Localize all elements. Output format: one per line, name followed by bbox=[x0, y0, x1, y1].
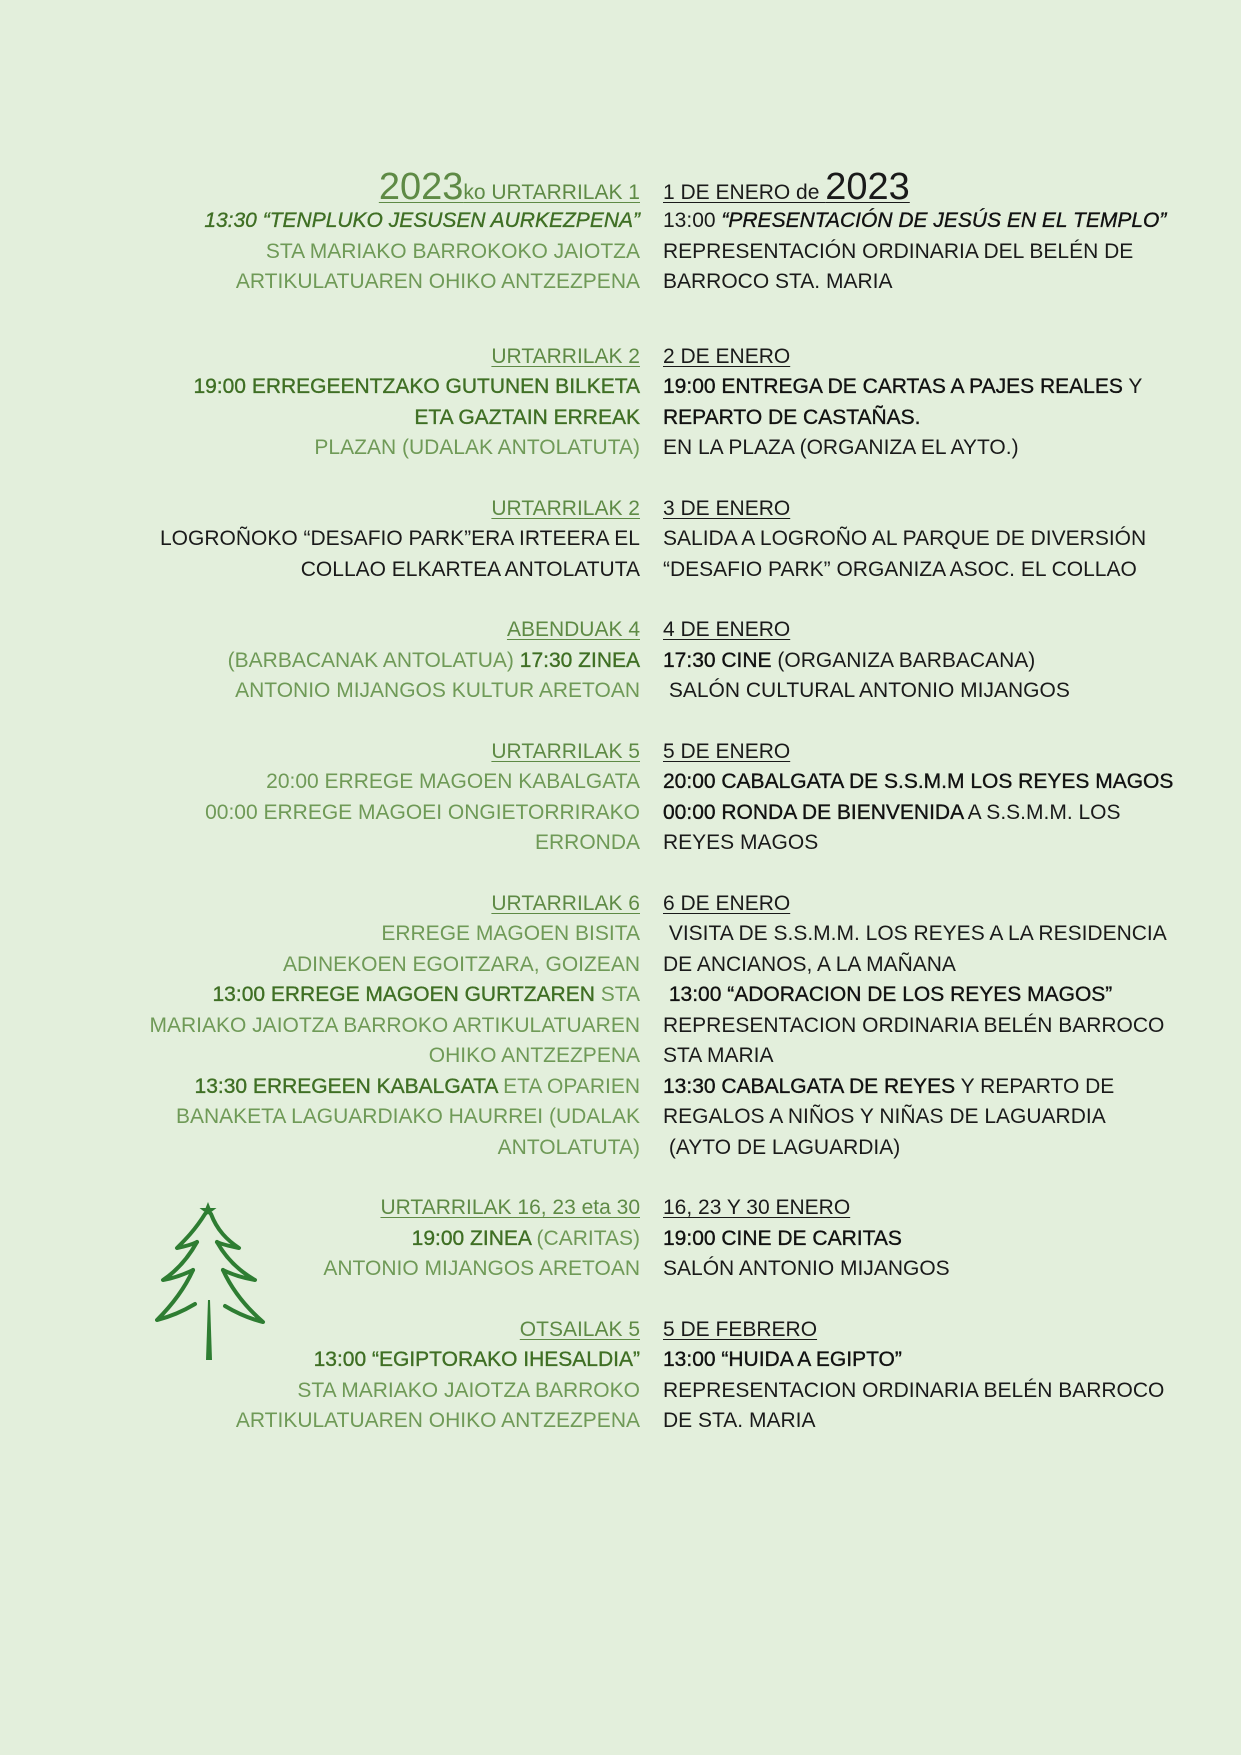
event-2-es bbox=[663, 342, 1183, 464]
event-line-rest: STA bbox=[594, 983, 640, 1006]
event-date: 2 DE ENERO bbox=[663, 344, 791, 368]
event-line: 00:00 ERREGE MAGOEI ONGIETORRIRAKO bbox=[205, 800, 640, 824]
event-line-pre: (BARBACANAK ANTOLATUA) bbox=[227, 648, 520, 672]
event-line-bold: 17:30 ZINEA bbox=[519, 648, 640, 672]
event-line: SALIDA A LOGROÑO AL PARQUE DE DIVERSIÓN bbox=[663, 527, 1147, 550]
event-date: 4 DE ENERO bbox=[663, 618, 791, 641]
event-line-bold: 13:30 CABALGATA DE REYES bbox=[663, 1074, 956, 1098]
event-line: “DESAFIO PARK” ORGANIZA ASOC. EL COLLAO bbox=[663, 557, 1137, 581]
event-line: STA MARIAKO BARROKOKO JAIOTZA bbox=[265, 239, 640, 263]
event-line-bold: 13:00 ERREGE MAGOEN GURTZAREN bbox=[212, 983, 595, 1006]
event-line: ANTONIO MIJANGOS ARETOAN bbox=[323, 1257, 640, 1280]
event-line: 20:00 ERREGE MAGOEN KABALGATA bbox=[266, 770, 640, 793]
event-6-es bbox=[663, 889, 1183, 1164]
event-line: ADINEKOEN EGOITZARA, GOIZEAN bbox=[282, 952, 640, 976]
event-line: ARTIKULATUAREN OHIKO ANTZEZPENA bbox=[235, 270, 640, 293]
event-5-es bbox=[663, 737, 1183, 859]
event-line: STA MARIA bbox=[663, 1044, 774, 1067]
year-large: 2023 bbox=[378, 166, 464, 208]
event-line: 13:00 “EGIPTORAKO IHESALDIA” bbox=[313, 1348, 640, 1371]
event-line: ETA GAZTAIN ERREAK bbox=[414, 405, 640, 429]
event-title: “PRESENTACIÓN DE JESÚS EN EL TEMPLO” bbox=[721, 209, 1167, 232]
year-large: 2023 bbox=[825, 166, 910, 208]
event-7-es bbox=[663, 1193, 1183, 1285]
event-date: 3 DE ENERO bbox=[663, 496, 791, 520]
event-line: VISITA DE S.S.M.M. LOS REYES A LA RESIDENCIA bbox=[663, 922, 1167, 945]
christmas-tree-icon bbox=[155, 1200, 275, 1365]
event-date bbox=[120, 168, 640, 206]
event-line: ANTOLATUTA) bbox=[497, 1135, 640, 1159]
date-text: 1 DE ENERO de bbox=[663, 181, 826, 204]
event-4-eu bbox=[120, 615, 640, 707]
event-line: REYES MAGOS bbox=[663, 831, 819, 854]
event-date: URTARRILAK 2 bbox=[491, 344, 640, 368]
event-2-eu bbox=[120, 342, 640, 464]
event-line: 19:00 CINE DE CARITAS bbox=[663, 1226, 902, 1250]
event-line: DE STA. MARIA bbox=[663, 1409, 816, 1432]
event-line: 20:00 CABALGATA DE S.S.M.M LOS REYES MAGOS bbox=[663, 770, 1174, 793]
event-line: SALÓN CULTURAL ANTONIO MIJANGOS bbox=[663, 679, 1070, 702]
event-date: URTARRILAK 6 bbox=[491, 891, 640, 915]
event-date: 6 DE ENERO bbox=[663, 891, 791, 915]
event-date bbox=[663, 168, 1183, 206]
spanish-column bbox=[663, 168, 1183, 1437]
event-line: PLAZAN (UDALAK ANTOLATUTA) bbox=[314, 436, 640, 459]
event-line-rest: (CARITAS) bbox=[530, 1226, 640, 1250]
event-line-bold: 13:30 ERREGEEN KABALGATA bbox=[194, 1074, 498, 1098]
event-date-underlined bbox=[378, 166, 640, 208]
event-date: URTARRILAK 2 bbox=[491, 496, 640, 520]
event-4-es bbox=[663, 615, 1183, 707]
event-line: COLLAO ELKARTEA ANTOLATUTA bbox=[300, 557, 640, 581]
event-line-bold: 19:00 ZINEA bbox=[411, 1226, 531, 1250]
event-5-eu bbox=[120, 737, 640, 859]
event-line-rest: ETA OPARIEN bbox=[497, 1074, 640, 1098]
event-date-underlined bbox=[663, 166, 910, 208]
event-line: ANTONIO MIJANGOS KULTUR ARETOAN bbox=[235, 679, 640, 702]
event-date: 5 DE FEBRERO bbox=[663, 1317, 818, 1341]
event-line-bold: 00:00 RONDA DE BIENVENIDA bbox=[663, 800, 963, 824]
event-line: 19:00 ERREGEENTZAKO GUTUNEN BILKETA bbox=[193, 375, 640, 398]
event-line-rest: Y bbox=[1122, 375, 1143, 398]
event-line: LOGROÑOKO “DESAFIO PARK”ERA IRTEERA EL bbox=[159, 527, 640, 550]
event-line: REPARTO DE CASTAÑAS. bbox=[663, 405, 921, 429]
event-line: EN LA PLAZA (ORGANIZA EL AYTO.) bbox=[663, 436, 1019, 459]
event-line-rest: (ORGANIZA BARBACANA) bbox=[771, 648, 1036, 672]
event-line: OHIKO ANTZEZPENA bbox=[428, 1044, 640, 1067]
event-line: ARTIKULATUAREN OHIKO ANTZEZPENA bbox=[235, 1409, 640, 1432]
event-date: URTARRILAK 5 bbox=[491, 739, 640, 763]
event-line: REPRESENTACIÓN ORDINARIA DEL BELÉN DE bbox=[663, 239, 1134, 263]
event-title: 13:30 “TENPLUKO JESUSEN AURKEZPENA” bbox=[204, 209, 640, 232]
event-line: DE ANCIANOS, A LA MAÑANA bbox=[663, 952, 956, 976]
event-8-es bbox=[663, 1315, 1183, 1437]
event-line: STA MARIAKO JAIOTZA BARROKO bbox=[297, 1378, 640, 1402]
event-line: REPRESENTACION ORDINARIA BELÉN BARROCO bbox=[663, 1378, 1165, 1402]
event-date: ABENDUAK 4 bbox=[506, 618, 640, 641]
event-6-eu bbox=[120, 889, 640, 1164]
event-date: 5 DE ENERO bbox=[663, 739, 791, 763]
event-line: 13:00 “ADORACION DE LOS REYES MAGOS” bbox=[663, 983, 1113, 1006]
event-line-bold: 19:00 ENTREGA DE CARTAS A PAJES REALES bbox=[663, 375, 1123, 398]
event-line: (AYTO DE LAGUARDIA) bbox=[663, 1135, 901, 1159]
event-1-eu bbox=[120, 168, 640, 298]
event-line: REGALOS A NIÑOS Y NIÑAS DE LAGUARDIA bbox=[663, 1105, 1106, 1128]
event-date: 16, 23 Y 30 ENERO bbox=[663, 1196, 851, 1219]
event-line: 13:00 “HUIDA A EGIPTO” bbox=[663, 1348, 902, 1371]
date-text: ko URTARRILAK 1 bbox=[463, 181, 640, 204]
event-time: 13:00 bbox=[663, 209, 722, 232]
event-line: ERREGE MAGOEN BISITA bbox=[381, 922, 640, 945]
event-line: MARIAKO JAIOTZA BARROKO ARTIKULATUAREN bbox=[149, 1013, 640, 1037]
event-date: OTSAILAK 5 bbox=[519, 1317, 640, 1341]
event-line: REPRESENTACION ORDINARIA BELÉN BARROCO bbox=[663, 1013, 1165, 1037]
event-3-es bbox=[663, 494, 1183, 586]
event-date: URTARRILAK 16, 23 eta 30 bbox=[380, 1196, 640, 1219]
event-1-es bbox=[663, 168, 1183, 298]
event-line: BARROCO STA. MARIA bbox=[663, 270, 893, 293]
event-line-rest: A S.S.M.M. LOS bbox=[962, 800, 1121, 824]
event-line-bold: 17:30 CINE bbox=[663, 648, 772, 672]
event-line: ERRONDA bbox=[534, 831, 640, 854]
event-line: BANAKETA LAGUARDIAKO HAURREI (UDALAK bbox=[175, 1105, 640, 1128]
event-line-rest: Y REPARTO DE bbox=[955, 1074, 1115, 1098]
event-3-eu bbox=[120, 494, 640, 586]
event-line: SALÓN ANTONIO MIJANGOS bbox=[663, 1257, 950, 1280]
